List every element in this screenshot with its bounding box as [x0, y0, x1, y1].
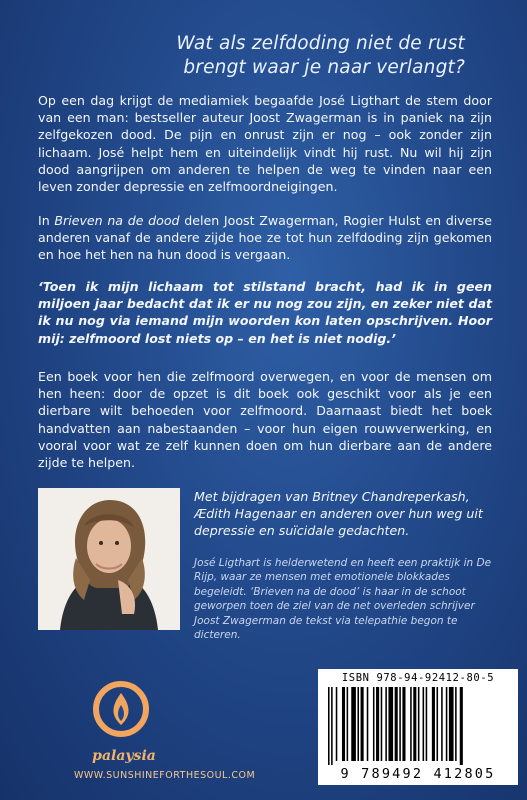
book-paragraph-post: delen Joost Zwagerman, Rogier Hulst en diverse anderen vanaf de andere zijde hoe ze tot hun zelfdoding zijn gekomen en hoe het hen na hun dood is vergaan. — [38, 213, 492, 263]
tagline-line-2: brengt waar je naar verlangt? — [183, 57, 465, 78]
author-photo — [38, 488, 180, 630]
purpose-paragraph: Een boek voor hen die zelfmoord overwegen, en voor de mensen om hen heen: door de opzet is dit boek ook geschikt voor als je een dierbare wilt behoeden voor zelfmoord. Daarnaast biedt het boek handvatten aan nabestaanden – voor hun eigen rouwverwerking, en vooral voor wat ze zelf kunnen doen om hun dierbare aan de andere zijde te helpen. — [38, 369, 492, 471]
quote-paragraph: ‘Toen ik mijn lichaam tot stilstand bracht, had ik in geen miljoen jaar bedacht dat ik er nu nog zou zijn, en zeker niet dat ik nu nog via iemand mijn woorden kon laten opschrijven. Hoor mij: zelfmoord lost niets op – en het is niet nodig.’ — [38, 279, 492, 346]
publisher-website[interactable]: WWW.SUNSHINEFORTHESOUL.COM — [74, 770, 256, 781]
isbn-digits: 9 789492 412805 — [340, 766, 496, 782]
publisher-brand: palaysia — [92, 748, 156, 764]
barcode-box — [318, 669, 518, 785]
contributors-text: Met bijdragen van Britney Chandreperkash, Ædith Hagenaar en anderen over hun weg uit depressie en suïcidale gedachten. — [194, 489, 483, 539]
book-title: Brieven na de dood — [54, 213, 180, 228]
tagline-line-1: Wat als zelfdoding niet de rust — [176, 33, 465, 54]
isbn-label: ISBN 978-94-92412-80-5 — [341, 672, 495, 684]
tagline — [60, 32, 465, 80]
intro-paragraph: Op een dag krijgt de mediamiek begaafde José Ligthart de stem door van een man: bestseller auteur Joost Zwagerman is in paniek na zijn zelfgekozen dood. De pijn en onrust zijn er nog – ook zonder zijn lichaam. José helpt hem en uiteindelijk vindt hij rust. Nu wil hij zijn dood aangrijpen om anderen te helpen de weg te vinden naar een leven zonder depressie en zelfmoordneigingen. — [38, 93, 492, 195]
author-bio: José Ligthart is helderwetend en heeft een praktijk in De Rijp, waar ze mensen met emotionele blokkades begeleidt. ‘Brieven na de dood’ is haar in de schoot geworpen toen de ziel van de net overleden schrijver Joost Zwagerman de tekst via telepathie begon te dicteren. — [194, 557, 492, 642]
book-paragraph — [38, 212, 492, 264]
barcode-icon — [328, 687, 508, 765]
book-paragraph-pre: In — [38, 213, 55, 228]
